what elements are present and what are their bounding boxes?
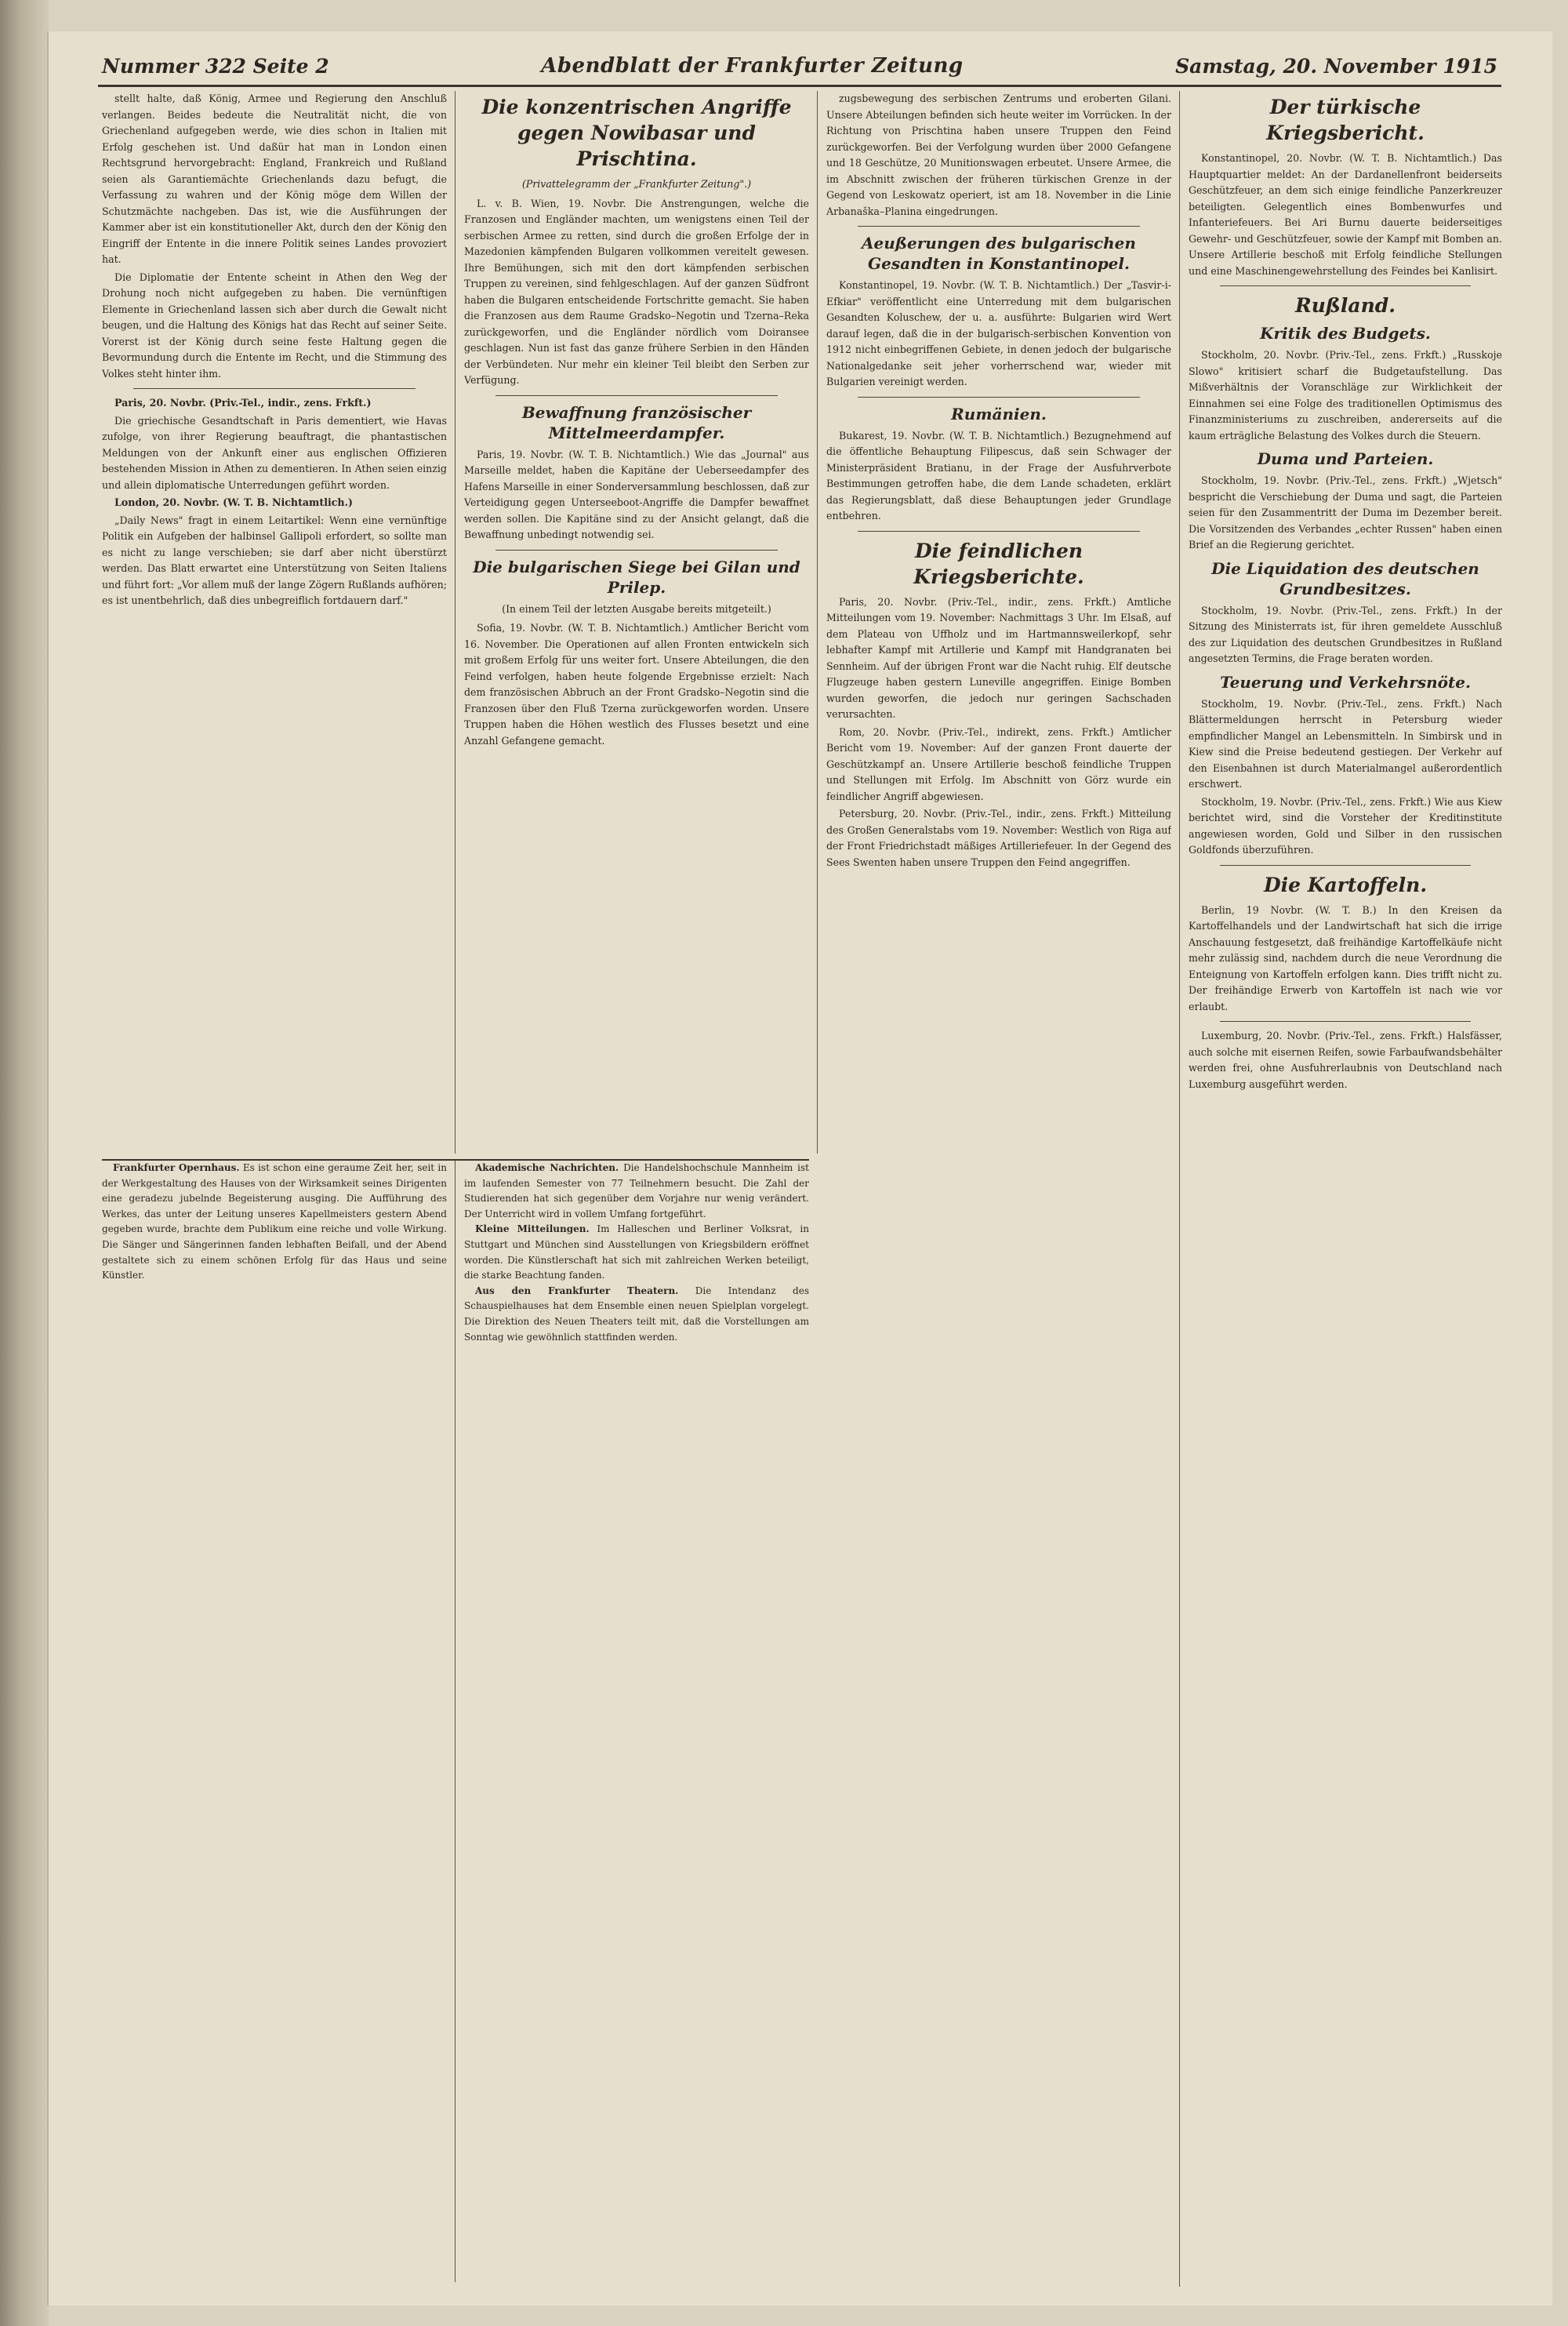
column-3 <box>826 91 1171 2287</box>
headline: Bewaffnung französischer Mittelmeerdampfer. <box>521 402 752 442</box>
article-text: zugsbewegung des serbischen Zentrums und eroberten Gilani. Unsere Abteilungen befinden sich heute weiter im Vorrücken. In der Richtung von Prischtina haben unsere Truppen den Feind zurückgeworfen. Bei der Verfolgung wurden über 2000 Gefangene und 18 Geschütze, 20 Munitionswagen erbeutet. Unsere Armee, die im Abschnitt zwischen der früheren türkischen Grenze in der Gegend von Leskowatz operiert, ist am 18. November in die Linie Arbanaška–Planina eingedrungen. <box>826 93 1171 217</box>
headline: Die Liquidation des deutschen Grundbesitzes. <box>1211 558 1479 598</box>
article-text: Stockholm, 20. Novbr. (Priv.-Tel., zens. Frkft.) „Russkoje Slowo" kritisiert scharf die Budgetaufstellung. Das Mißverhältnis der Voranschläge zur Wirklichkeit der Einnahmen sei eine Folge des traditionellen Optimismus des Finanzministeriums zu zuschreiben, andererseits auf die kaum erträgliche Belastung des Volkes durch die Steuern. <box>1189 349 1502 442</box>
column-2 <box>464 91 809 1154</box>
article-text: Die Diplomatie der Entente scheint in Athen den Weg der Drohung noch nicht aufgegeben zu haben. Die vernünftigen Elemente in Griechenland lassen sich aber durch die Gewalt nicht beugen, und die Haltung des Königs hat das Recht auf seiner Seite. Vorerst ist der König durch seine feste Haltung gegen die Bevormundung durch die Entente im Recht, und die Stimmung des Volkes steht hinter ihm. <box>102 271 447 380</box>
headline: Duma und Parteien. <box>1257 449 1434 468</box>
article-text: Stockholm, 19. Novbr. (Priv.-Tel., zens. Frkft.) „Wjetsch" bespricht die Verschiebung der Duma und sagt, die Parteien seien für den Zusammentritt der Duma im Dezember bereit. Die Vorsitzenden des Verbandes „echter Russen" haben einen Brief an die Regierung gerichtet. <box>1189 474 1502 551</box>
headline: Die konzentrischen Angriffe gegen Nowibasar und Prischtina. <box>481 96 792 170</box>
feuilleton-text: Die Handelshochschule Mannheim ist im laufenden Semester von 77 Teilnehmern besucht. Die Zahl der Studierenden hat sich gegenüber dem Vorjahre nur wenig verändert. Der Unterricht wird in vollem Umfang fortgeführt. <box>464 1162 809 1219</box>
article-text: Die griechische Gesandtschaft in Paris dementiert, wie Havas zufolge, von ihrer Regierung beauftragt, die phantastischen Meldungen von der Ankunft einer aus englischen Offizieren bestehenden Mission in Athen zu dementieren. In Athen seien einzig und allein diplomatische Unterredungen geführt worden. <box>102 414 447 491</box>
feuilleton-heading: Kleine Mitteilungen. <box>475 1223 590 1235</box>
dateline: London, 20. Novbr. (W. T. B. Nichtamtlich.) <box>114 496 353 508</box>
article-text: Paris, 20. Novbr. (Priv.-Tel., indir., zens. Frkft.) Amtliche Mitteilungen vom 19. November: Nachmittags 3 Uhr. Im Elsaß, auf dem Plateau von Uffholz und im Hartmannsweilerkopf, sehr lebhafter Kampf mit Artillerie und Kampf mit Handgranaten bei Sennheim. Auf der übrigen Front war die Nacht ruhig. Elf deutsche Flugzeuge haben gestern Luneville angegriffen. Einige Bomben wurden geworfen, die jedoch nur geringen Sachschaden verursachten. <box>826 595 1171 720</box>
feuilleton-heading: Aus den Frankfurter Theatern. <box>475 1285 679 1296</box>
feuilleton-text: Im Halleschen und Berliner Volksrat, in Stuttgart und München sind Ausstellungen von Kriegsbildern eröffnet worden. Die Künstlerschaft hat sich mit zahlreichen Werken beteiligt, die starke Beachtung fanden. <box>464 1223 809 1281</box>
masthead-rule <box>98 85 1501 87</box>
feuilleton-text: Die Intendanz des Schauspielhauses hat dem Ensemble einen neuen Spielplan vorgelegt. Die Direktion des Neuen Theaters teilt mit, daß die Vorstellungen am Sonntag wie gewöhnlich stattfinden werden. <box>464 1285 809 1343</box>
article-text: Konstantinopel, 20. Novbr. (W. T. B. Nichtamtlich.) Das Hauptquartier meldet: An der Dardanellenfront beiderseits Geschützfeuer, an dem sich einige feindliche Panzerkreuzer beteiligten. Gelegentlich eines Bombenwurfes und Infanteriefeuers. Bei Ari Burnu dauerte beiderseitiges Gewehr- und Geschützfeuer, sowie der Kampf mit Bomben an. Unsere Artillerie beschoß mit Erfolg feindliche Stellungen und eine Maschinengewehrstellung des Feindes bei Kanlisirt. <box>1189 152 1502 277</box>
divider <box>1220 1021 1471 1022</box>
article-text: Petersburg, 20. Novbr. (Priv.-Tel., indir., zens. Frkft.) Mitteilung des Großen Generalstabs vom 19. November: Westlich von Riga auf der Front Friedrichstadt mäßiges Artilleriefeuer. In der Gegend des Sees Swenten haben unsere Truppen den Feind angegriffen. <box>826 808 1171 868</box>
headline: Die feindlichen Kriegsberichte. <box>913 539 1084 588</box>
headline: Die Kartoffeln. <box>1263 873 1428 896</box>
article-text: L. v. B. Wien, 19. Novbr. Die Anstrengungen, welche die Franzosen und Engländer machten, um wenigstens einen Teil der serbischen Armee zu retten, sind durch die großen Erfolge der in Mazedonien kämpfenden Bulgaren vollkommen vereitelt gewesen. Ihre Bemühungen, sich mit den dort kämpfenden serbischen Truppen zu vereinen, sind fehlgeschlagen. Auf der ganzen Südfront haben die Bulgaren entscheidende Fortschritte gemacht. Sie haben die Franzosen aus dem Raume Gradsko–Negotin und Tzerna–Reka zurückgeworfen, und die Engländer nördlich vom Doiransee geschlagen. Nun ist fast das ganze frühere Serbien in den Händen der Verbündeten. Nur mehr ein kleiner Teil bleibt den Serben zur Verfügung. <box>464 197 809 386</box>
feuilleton-text: Es ist schon eine geraume Zeit her, seit in der Werkgestaltung des Hauses von der Wirksamkeit seines Dirigenten eine geradezu jubelnde Begeisterung ausging. Die Aufführung des Werkes, das unter der Leitung unseres Kapellmeisters gestern Abend gegeben wurde, brachte dem Publikum eine reiche und volle Wirkung. Die Sänger und Sängerinnen fanden lebhaften Beifall, und der Abend gestaltete sich zu einem schönen Erfolg für das Haus und seine Künstler. <box>102 1162 447 1281</box>
feuilleton-column-2 <box>464 1161 809 2282</box>
dateline: Paris, 20. Novbr. (Priv.-Tel., indir., zens. Frkft.) <box>114 397 372 409</box>
newspaper-title: Abendblatt der Frankfurter Zeitung <box>541 54 964 78</box>
article-text: Stockholm, 19. Novbr. (Priv.-Tel., zens. Frkft.) Nach Blättermeldungen herrscht in Petersburg wieder empfindlicher Mangel an Lebensmitteln. In Simbirsk und in Kiew sind die Preise bedeutend gestiegen. Der Verkehr auf den Eisenbahnen ist durch Materialmangel außerordentlich erschwert. <box>1189 697 1502 790</box>
article-text: stellt halte, daß König, Armee und Regierung den Anschluß verlangen. Beides bedeute die Neutralität nicht, die von Griechenland aufgegeben werde, wie dies schon in Italien mit Erfolg geschehen ist. Und daßür hat man in London einen Rechtsgrund hervorgebracht: England, Frankreich und Rußland seien als Garantiemächte Griechenlands dazu befugt, die Verfassung zu wahren und der König möge dem Willen der Schutzmächte nachgeben. Das ist, wie die Ausführungen der Kammer aber ist ein konstitutioneller Akt, durch den der König den Eingriff der Entente in die innere Politik seines Landes provoziert hat. <box>102 93 447 265</box>
headline: Rußland. <box>1294 294 1396 317</box>
article-text: Konstantinopel, 19. Novbr. (W. T. B. Nichtamtlich.) Der „Tasvir-i-Efkiar" veröffentlicht eine Unterredung mit dem bulgarischen Gesandten Koluschew, der u. a. ausführte: Bulgarien wird Wert darauf legen, daß die in der bulgarisch-serbischen Konvention von 1912 nicht einbegriffenen Gebiete, in denen jedoch der bulgarische Nationalgedanke seit jeher vorherrschend war, wieder mit Bulgarien vereinigt werden. <box>826 279 1171 387</box>
column-1 <box>102 91 447 1154</box>
divider <box>1220 285 1471 286</box>
book-spine <box>0 0 49 2326</box>
divider <box>858 531 1140 532</box>
column-divider <box>1179 91 1180 2287</box>
feuilleton-column-1 <box>102 1161 447 2282</box>
subheadline: Kritik des Budgets. <box>1260 324 1431 343</box>
divider <box>1220 865 1471 866</box>
subheadline: (Privattelegramm der „Frankfurter Zeitung".) <box>521 178 752 190</box>
headline: Aeußerungen des bulgarischen Gesandten in Konstantinopel. <box>862 234 1136 273</box>
divider <box>858 226 1140 227</box>
article-text: „Daily News" fragt in einem Leitartikel: Wenn eine vernünftige Politik ein Aufgeben der halbinsel Gallipoli erfordert, so sollte man es nicht zu lange verschieben; sie darf aber nicht überstürzt werden. Das Blatt erwartet eine Unterstützung von Seiten Italiens und führt fort: „Vor allem muß der lange Zögern Rußlands aufhören; es ist unentbehrlich, daß dies unbegreiflich fortdauern darf." <box>102 514 447 606</box>
article-text: Bukarest, 19. Novbr. (W. T. B. Nichtamtlich.) Bezugnehmend auf die öffentliche Behauptung Filipescus, daß sein Schwager der Ministerpräsident Bratianu, in der Frage der Ausfuhrverbote Bestimmungen getroffen habe, die dem Lande schadeten, erklärt das Regierungsblatt, daß diese Behauptungen jeder Grundlage entbehren. <box>826 429 1171 522</box>
divider <box>495 395 778 396</box>
article-text: Stockholm, 19. Novbr. (Priv.-Tel., zens. Frkft.) Wie aus Kiew berichtet wird, sind die Vorsteher der Kreditinstitute angewiesen worden, Gold und Silber in den russischen Goldfonds überzuführen. <box>1189 795 1502 856</box>
feuilleton-heading: Akademische Nachrichten. <box>475 1162 619 1173</box>
column-4 <box>1189 91 1502 2287</box>
headline: Rumänien. <box>951 404 1047 423</box>
headline: Teuerung und Verkehrsnöte. <box>1220 672 1471 692</box>
issue-date: Samstag, 20. November 1915 <box>1175 54 1497 78</box>
divider <box>495 550 778 551</box>
divider <box>133 388 416 389</box>
article-text: Sofia, 19. Novbr. (W. T. B. Nichtamtlich.) Amtlicher Bericht vom 16. November. Die Operationen auf allen Fronten entwickeln sich mit großem Erfolg für uns weiter fort. Unsere Abteilungen, die den Feind verfolgen, haben heute folgende Ergebnisse erzielt: Nach dem französischen Abbruch an der Front Gradsko–Negotin sind die Franzosen über den Fluß Tzerna zurückgeworfen worden. Unsere Truppen haben die Höhen westlich des Flusses besetzt und eine Anzahl Gefangene gemacht. <box>464 622 809 747</box>
article-text: Paris, 19. Novbr. (W. T. B. Nichtamtlich.) Wie das „Journal" aus Marseille meldet, haben die Kapitäne der Ueberseedampfer des Hafens Marseille in einer Sonderversammlung beschlossen, daß zur Verteidigung gegen Unterseeboot-Angriffe die Dampfer bewaffnet werden sollen. Die Kapitäne sind zu der Ansicht gelangt, daß die Bewaffnung unbedingt notwendig sei. <box>464 448 809 540</box>
issue-number: Nummer 322 Seite 2 <box>102 54 329 78</box>
column-divider <box>455 1161 456 2282</box>
headline: Der türkische Kriegsbericht. <box>1266 96 1425 144</box>
article-text: Rom, 20. Novbr. (Priv.-Tel., indirekt, zens. Frkft.) Amtlicher Bericht vom 19. November: Auf der ganzen Front dauerte der Geschützkampf an. Unsere Artillerie beschoß feindliche Truppen und Stellungen mit Erfolg. Im Abschnitt von Görz wurde ein feindlicher Angriff abgewiesen. <box>826 725 1171 802</box>
masthead <box>102 49 1497 83</box>
article-text: Luxemburg, 20. Novbr. (Priv.-Tel., zens. Frkft.) Halsfässer, auch solche mit eisernen Reifen, sowie Farbaufwandsbehälter werden frei, ohne Ausfuhrerlaubnis von Deutschland nach Luxemburg ausgeführt werden. <box>1189 1030 1502 1090</box>
divider <box>858 397 1140 398</box>
column-divider <box>817 91 818 1154</box>
headline: Die bulgarischen Siege bei Gilan und Prilep. <box>473 557 800 597</box>
editor-note: (In einem Teil der letzten Ausgabe bereits mitgeteilt.) <box>502 602 771 615</box>
article-text: Berlin, 19 Novbr. (W. T. B.) In den Kreisen da Kartoffelhandels und der Landwirtschaft hat sich die irrige Anschauung festgesetzt, daß freihändige Kartoffelkäufe nicht mehr zulässig sind, nachdem durch die neue Verordnung die Enteignung von Kartoffeln erfolgen kann. Dies trifft nicht zu. Der freihändige Erwerb von Kartoffeln ist nach wie vor erlaubt. <box>1189 903 1502 1012</box>
article-text: Stockholm, 19. Novbr. (Priv.-Tel., zens. Frkft.) In der Sitzung des Ministerrats ist, für ihren gemeldete Ausschluß des zur Liquidation des deutschen Grundbesitzes in Rußland angesetzten Termins, die Frage beraten worden. <box>1189 604 1502 664</box>
feuilleton-heading: Frankfurter Opernhaus. <box>113 1162 240 1173</box>
column-divider <box>455 91 456 1154</box>
